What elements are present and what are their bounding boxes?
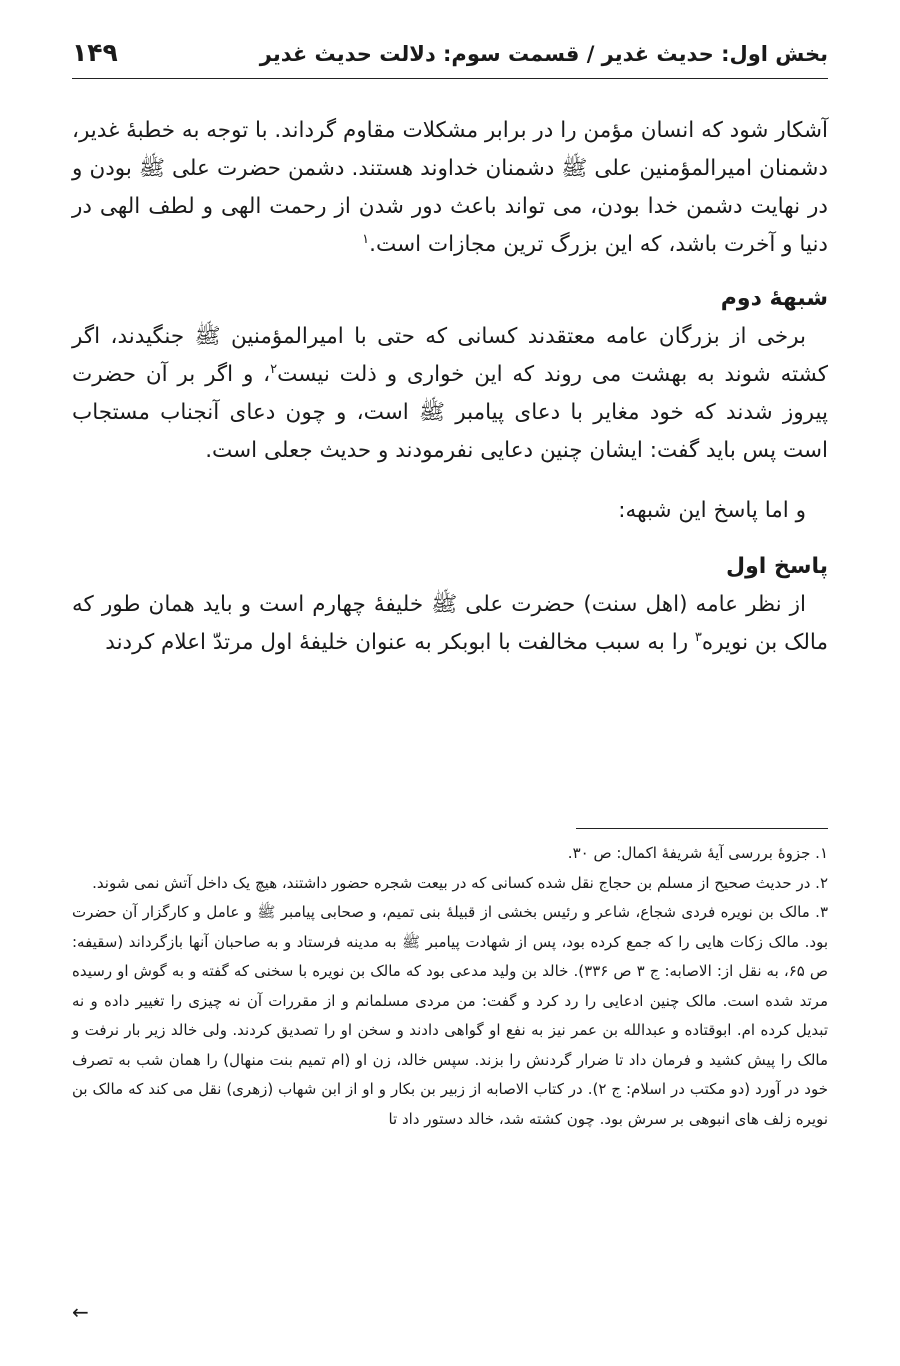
footnote-ref-1: ۱ [362,231,370,247]
book-page [72,0,828,1366]
paragraph-4-text-a: از نظر عامه (اهل سنت) حضرت علی ﷺ خلیفۀ چهارم است و باید همان طور که مالک بن نویره [72,592,828,655]
continuation-arrow-icon: ← [72,1300,89,1324]
paragraph-2 [72,318,828,470]
footnote-divider [576,828,828,829]
footnote-1: ۱. جزوۀ بررسی آیۀ شریفۀ اکمال: ص ۳۰. [567,844,828,862]
footnote-2: ۲. در حدیث صحیح از مسلم بن حجاج نقل شده کسانی که در بیعت شجره حضور داشتند، هیچ یک داخل آتش نمی شوند. [92,873,828,892]
section-heading-first-answer: پاسخ اول [726,554,828,579]
paragraph-1-text: آشکار شود که انسان مؤمن را در برابر مشکلات مقاوم گرداند. با توجه به خطبۀ غدیر، دشمنان امیرالمؤمنین علی ﷺ دشمنان خداوند هستند. دشمن حضرت علی ﷺ بودن و در نهایت دشمن خدا بودن، می تواند باعث دور شدن از رحمت الهی و لطف الهی در دنیا و آخرت باشد، که این بزرگ ترین مجازات است. [72,118,828,257]
footnote-ref-3: ۳ [694,629,702,645]
paragraph-2-text-a: برخی از بزرگان عامه معتقدند کسانی که حتی با امیرالمؤمنین ﷺ جنگیدند، اگر کشته شوند به بهشت می روند که این خواری و ذلت نیست [72,324,829,387]
main-text [72,112,828,662]
paragraph-3: و اما پاسخ این شبهه: [618,498,806,523]
running-title: بخش اول: حدیث غدیر / قسمت سوم: دلالت حدیث غدیر [259,42,828,66]
footnotes [72,828,828,1134]
running-header [72,38,828,79]
paragraph-1 [72,112,828,264]
paragraph-2-text-b: ، و اگر بر آن حضرت پیروز شدند که خود مغایر با دعای پیامبر ﷺ است، و چون دعای آنجناب مستجاب است پس باید گفت: ایشان چنین دعایی نفرمودند و حدیث جعلی است. [72,362,828,463]
footnote-ref-2: ۲ [270,361,278,377]
paragraph-4 [72,586,828,662]
section-heading-second-doubt: شبهۀ دوم [720,286,828,311]
page-number: ۱۴۹ [72,38,118,67]
paragraph-4-text-b: را به سبب مخالفت با ابوبکر به عنوان خلیفۀ اول مرتدّ اعلام کردند [105,630,695,655]
footnote-3: ۳. مالک بن نویره فردی شجاع، شاعر و رئیس بخشی از قبیلۀ بنی تمیم، و صحابی پیامبر ﷺ و عامل و کارگزار آن حضرت بود. مالک زکات هایی را که جمع کرده بود، پس از شهادت پیامبر ﷺ به مدینه فرستاد و به صاحبان آنها بازگرداند (سقیفه: ص ۶۵، به نقل از: الاصابه: ج ۳ ص ۳۳۶). خالد بن ولید مدعی بود که مالک بن نویره با سخنی که گفته و به گوش او رسیده مرتد شده است. مالک چنین ادعایی را رد کرد و گفت: من مردی مسلمانم و از مقررات آن نه چیزی را تغییر داده و نه تبدیل کرده ام. ابوقتاده و عبدالله بن عمر نیز به نفع او گواهی دادند و سخن او را تصدیق کردند. ولی خالد زیر بار نرفت و مالک را پیش کشید و فرمان داد تا ضرار گردنش را بزند. سپس خالد، زن او (ام تمیم بنت منهال) را همان شب به تصرف خود در آورد (دو مکتب در اسلام: ج ۲). در کتاب الاصابه از زبیر بن بکار و او از ابن شهاب (زهری) نقل می کند که مالک بن نویره زلف های انبوهی بر سرش بود. چون کشته شد، خالد دستور داد تا [72,903,829,1128]
